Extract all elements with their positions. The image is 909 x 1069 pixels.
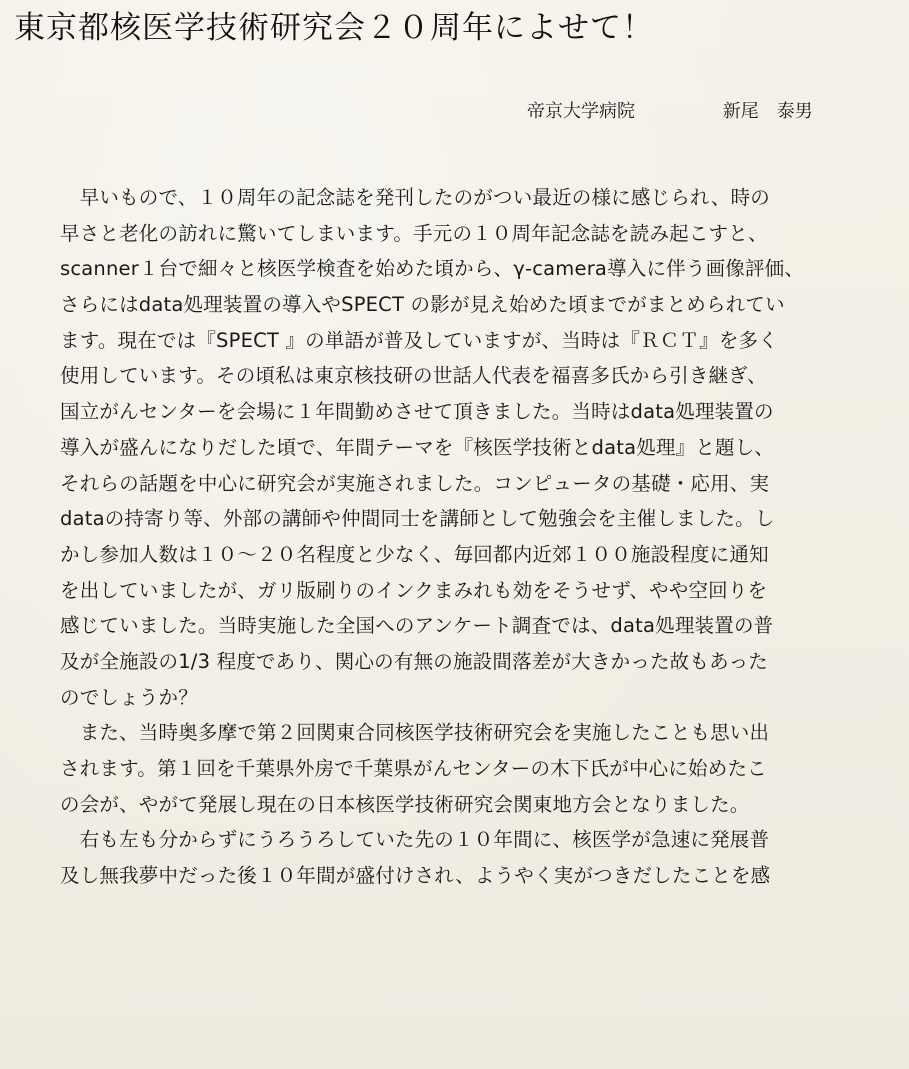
text-line: 右も左も分からずにうろうろしていた先の１０年間に、核医学が急速に発展普 — [60, 828, 770, 852]
text-line: 及が全施設の1/3 程度であり、関心の有無の施設間落差が大きかった故もあった — [60, 649, 768, 673]
author-name: 新尾 泰男 — [722, 101, 813, 122]
text-line: を出していましたが、ガリ版刷りのインクまみれも効をそうせず、やや空回りを — [60, 578, 768, 602]
text-line: また、当時奥多摩で第２回関東合同核医学技術研究会を実施したことも思い出 — [60, 721, 770, 745]
text-line: ます。現在では『SPECT 』の単語が普及していますが、当時は『ＲＣＴ』を多く — [60, 328, 778, 352]
text-line: scanner１台で細々と核医学検査を始めた頃から、γ-camera導入に伴う画像評価、 — [60, 257, 805, 281]
text-line: 感じていました。当時実施した全国へのアンケート調査では、data処理装置の普 — [60, 614, 774, 638]
document-title: 東京都核医学技術研究会２０周年によせて！ — [14, 10, 654, 46]
body-text — [60, 180, 860, 894]
text-line: dataの持寄り等、外部の講師や仲間同士を講師として勉強会を主催しました。し — [60, 507, 775, 531]
text-line: 早さと老化の訪れに驚いてしまいます。手元の１０周年記念誌を読み起こすと、 — [60, 221, 768, 245]
text-line: の会が、やがて発展し現在の日本核医学技術研究会関東地方会となりました。 — [60, 792, 750, 816]
text-line: それらの話題を中心に研究会が実施されました。コンピュータの基礎・応用、実 — [60, 471, 770, 495]
text-line: のでしょうか？ — [60, 685, 198, 709]
text-line: 使用しています。その頃私は東京核技研の世話人代表を福喜多氏から引き継ぎ、 — [60, 364, 767, 388]
text-line: 及し無我夢中だった後１０年間が盛付けされ、ようやく実がつきだしたことを感 — [60, 864, 771, 888]
text-line: 国立がんセンターを会場に１年間勤めさせて頂きました。当時はdata処理装置の — [60, 400, 774, 424]
author-affiliation: 帝京大学病院 — [527, 101, 635, 122]
text-line: かし参加人数は１０～２０名程度と少なく、毎回都内近郊１００施設程度に通知 — [60, 542, 769, 566]
text-line: されます。第１回を千葉県外房で千葉県がんセンターの木下氏が中心に始めたこ — [60, 757, 767, 780]
text-line: 導入が盛んになりだした頃で、年間テーマを『核医学技術とdata処理』と題し、 — [60, 435, 775, 459]
text-line: さらにはdata処理装置の導入やSPECT の影が見え始めた頃までがまとめられてい — [60, 293, 785, 317]
author-line — [527, 98, 887, 126]
text-line: 早いもので、１０周年の記念誌を発刊したのがつい最近の様に感じられ、時の — [60, 186, 770, 209]
